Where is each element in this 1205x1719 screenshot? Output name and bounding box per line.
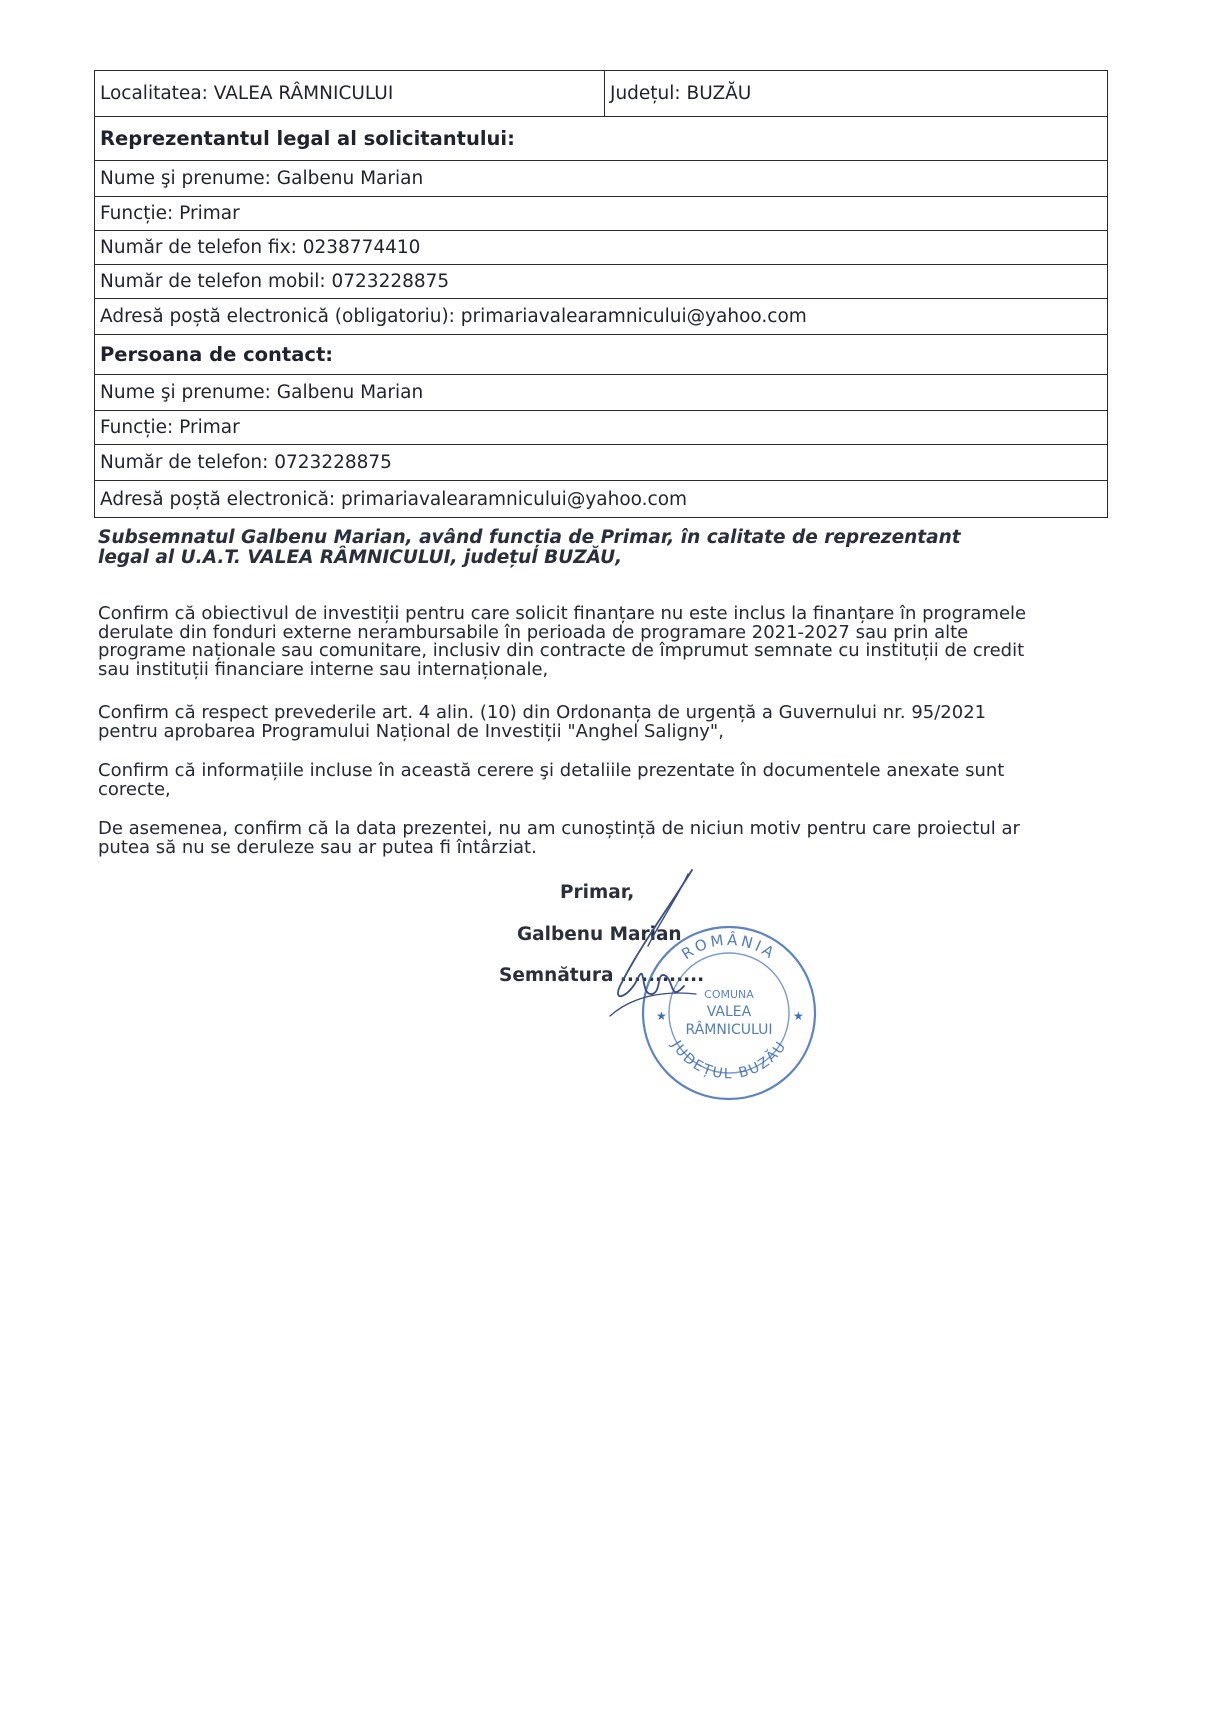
declaration-paragraph-4: De asemenea, confirm că la data prezentei, nu am cunoștință de niciun motiv pentru care proiectul ar putea să nu se deruleze sau ar putea fi întârziat. xyxy=(98,818,1020,858)
handwritten-signature-icon xyxy=(600,866,710,1026)
stamp-bottom-text: JUDEȚUL BUZĂU xyxy=(667,1037,791,1083)
stamp-line-2: VALEA xyxy=(706,1004,752,1020)
location-row xyxy=(95,71,1107,117)
contact-phone-row: Număr de telefon: 0723228875 xyxy=(95,445,1107,481)
judet-cell: Județul: BUZĂU xyxy=(610,83,752,104)
signatory-name: Galbenu Marian xyxy=(517,924,682,945)
stamp-line-1: COMUNA xyxy=(704,988,754,1001)
stamp-outer-text: ROMÂNIA xyxy=(678,930,780,964)
declaration-heading: Subsemnatul Galbenu Marian, având funcția de Primar, în calitate de reprezentant legal al U.A.T. VALEA RÂMNICULUI, județul BUZĂU, xyxy=(98,527,961,568)
signature-label: Semnătura ............ xyxy=(499,965,705,986)
contact-email-row: Adresă poștă electronică: primariavalearamnicului@yahoo.com xyxy=(100,488,688,510)
contact-name-row: Nume şi prenume: Galbenu Marian xyxy=(95,375,1107,411)
declaration-paragraph-2: Confirm că respect prevederile art. 4 alin. (10) din Ordonanța de urgență a Guvernului nr. 95/2021 pentru aprobarea Programului Național de Investiții "Anghel Saligny", xyxy=(98,702,987,742)
rep-landline-row: Număr de telefon fix: 0238774410 xyxy=(95,231,1107,265)
contact-person-heading: Persoana de contact: xyxy=(95,335,1107,375)
rep-name-row: Nume şi prenume: Galbenu Marian xyxy=(95,161,1107,197)
legal-representative-heading: Reprezentantul legal al solicitantului: xyxy=(95,117,1107,161)
stamp-line-3: RÂMNICULUI xyxy=(685,1022,773,1038)
localitate-cell: Localitatea: VALEA RÂMNICULUI xyxy=(95,71,605,116)
contact-function-row: Funcție: Primar xyxy=(95,411,1107,445)
signatory-title: Primar, xyxy=(560,882,635,903)
rep-function-row: Funcție: Primar xyxy=(95,197,1107,231)
rep-mobile-row: Număr de telefon mobil: 0723228875 xyxy=(95,265,1107,299)
applicant-info-table xyxy=(94,70,1108,518)
svg-text:★: ★ xyxy=(793,1009,804,1023)
declaration-paragraph-3: Confirm că informațiile incluse în această cerere şi detaliile prezentate în documentele anexate sunt corecte, xyxy=(98,760,1005,800)
svg-text:★: ★ xyxy=(656,1009,667,1023)
rep-email-row: Adresă poștă electronică (obligatoriu): primariavalearamnicului@yahoo.com xyxy=(95,299,1107,335)
declaration-paragraph-1: Confirm că obiectivul de investiții pentru care solicit finanțare nu este inclus la finanțare în programele derulate din fonduri externe nerambursabile în perioada de programare 2021-2027 sau prin alte programe naționale sau comunitare, inclusiv din contracte de împrumut semnate cu instituții de credit sau instituții financiare interne sau internaționale, xyxy=(98,603,1027,680)
svg-text:JUDEȚUL BUZĂU xyxy=(667,1037,790,1082)
